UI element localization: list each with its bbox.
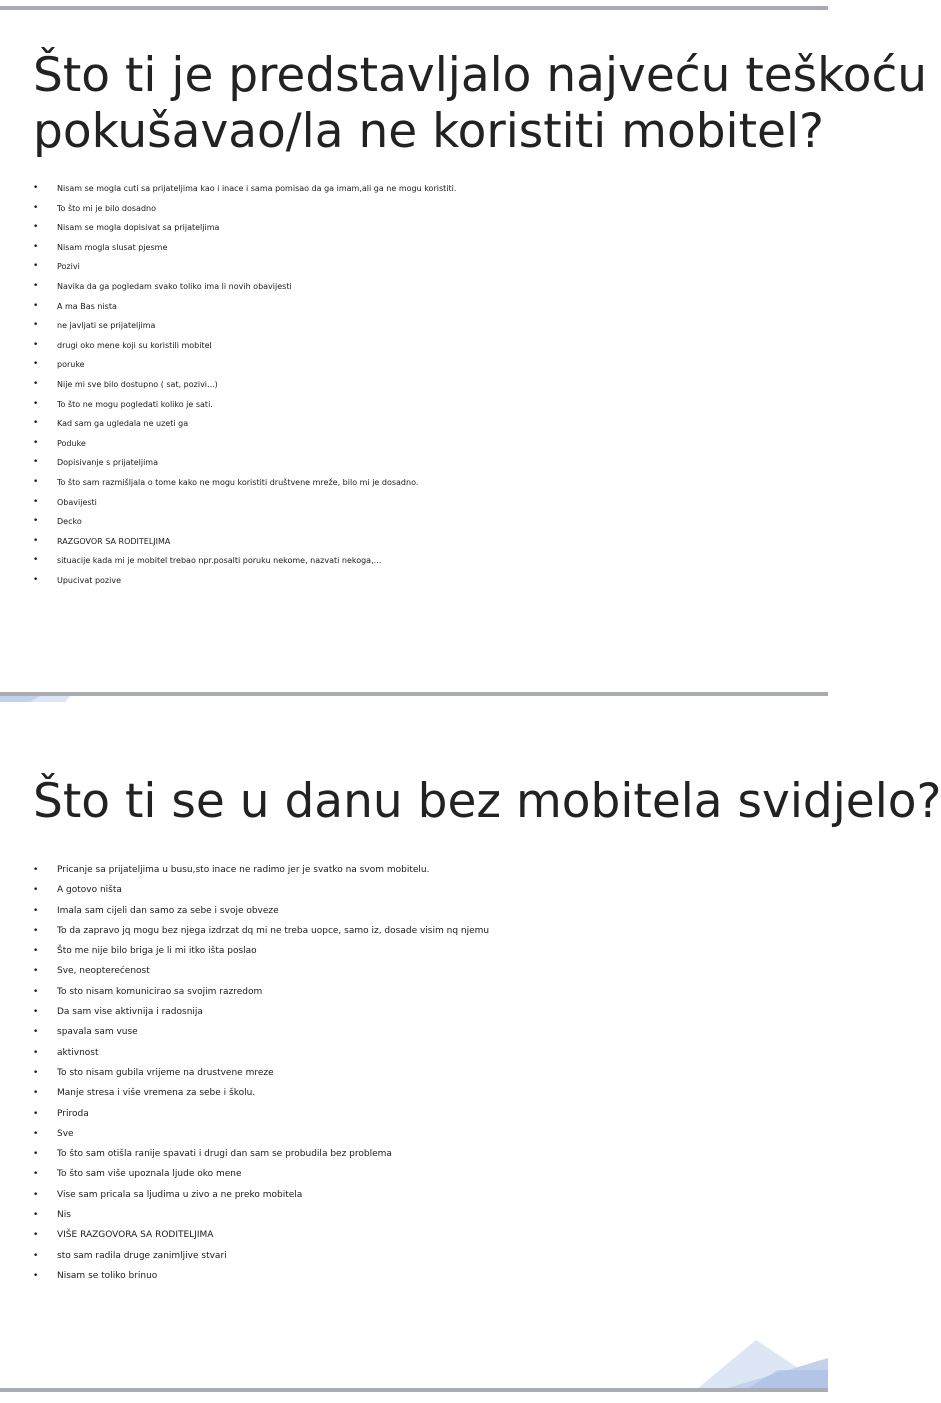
slide-1-bullet-item-text: RAZGOVOR SA RODITELJIMA — [57, 536, 171, 546]
slide-1-bullet-item-text: Dopisivanje s prijateljima — [57, 458, 158, 468]
bullet-dot-icon: • — [33, 339, 39, 350]
bottom-separator — [0, 1388, 828, 1392]
bullet-dot-icon: • — [33, 496, 39, 507]
bullet-dot-icon: • — [33, 986, 39, 997]
bullet-dot-icon: • — [33, 1270, 39, 1281]
slide-2-bullet-item — [0, 1083, 489, 1103]
slide-2-bullet-item — [0, 1124, 489, 1144]
slide-2-bullet-item-text: Manje stresa i više vremena za sebe i školu. — [57, 1088, 256, 1099]
slide-2-bullet-item-text: spavala sam vuse — [57, 1027, 138, 1038]
bullet-dot-icon: • — [33, 1230, 39, 1241]
bullet-dot-icon: • — [33, 574, 39, 585]
bullet-dot-icon: • — [33, 418, 39, 429]
slide-2-bullet-item-text: Priroda — [57, 1108, 89, 1119]
slide-2-bullet-item — [0, 941, 489, 961]
bullet-dot-icon: • — [33, 398, 39, 409]
bullet-dot-icon: • — [33, 1108, 39, 1119]
slide-1 — [0, 14, 928, 692]
slide-2-bullet-item — [0, 1225, 489, 1245]
slide-2-bullet-item-text: Sve — [57, 1128, 74, 1139]
slide-2-bullet-item-text: Pricanje sa prijateljima u busu,sto inace ne radimo jer je svatko na svom mobitelu. — [57, 865, 430, 875]
slide-1-bullet-item-text: Nisam se mogla cuti sa prijateljima kao i inace i sama pomisao da ga imam,ali ga ne mogu koristiti. — [57, 184, 457, 193]
bullet-dot-icon: • — [33, 261, 39, 272]
bullet-dot-icon: • — [33, 476, 39, 487]
bullet-dot-icon: • — [33, 905, 39, 916]
slide-1-bullet-item — [0, 199, 456, 219]
middle-separator — [0, 692, 828, 696]
slide-2-bullet-item-text: Nisam se toliko brinuo — [57, 1270, 158, 1281]
slide-1-bullet-item-text: Poduke — [57, 438, 86, 448]
slide-2-bullet-item — [0, 1144, 489, 1164]
slide-2-bullet-item — [0, 921, 489, 941]
slide-2-bullet-item — [0, 1002, 489, 1022]
slide-1-bullet-item — [0, 257, 456, 277]
slide-1-bullet-item — [0, 453, 456, 473]
bullet-dot-icon: • — [33, 885, 39, 896]
slide-2-bullet-item — [0, 1043, 489, 1063]
slide-1-bullet-item — [0, 375, 456, 395]
slide-1-bullet-item — [0, 355, 456, 375]
slide-1-bullet-item — [0, 414, 456, 434]
slide-2-bullet-item-text: To da zapravo jq mogu bez njega izdrzat dq mi ne treba uopce, samo iz, dosade visim nq njemu — [57, 925, 490, 936]
slide-1-bullet-item — [0, 179, 456, 199]
slide-2-bullet-item-text: To sto nisam komunicirao sa svojim razredom — [57, 986, 263, 997]
bullet-dot-icon: • — [33, 457, 39, 468]
bullet-dot-icon: • — [33, 280, 39, 291]
slide-2-bullet-item-text: Vise sam pricala sa ljudima u zivo a ne preko mobitela — [57, 1189, 303, 1200]
slide-1-bullet-item-text: Nije mi sve bilo dostupno ( sat, pozivi...) — [57, 379, 218, 389]
bullet-dot-icon: • — [33, 437, 39, 448]
slide-1-bullet-item-text: Kad sam ga ugledala ne uzeti ga — [57, 419, 189, 429]
slide-1-bullet-item — [0, 551, 456, 571]
bullet-dot-icon: • — [33, 966, 39, 977]
slide-1-bullet-item — [0, 316, 456, 336]
slide-1-bullet-item — [0, 395, 456, 415]
slide-2-bullet-item-text: Što me nije bilo briga je li mi itko išta poslao — [57, 946, 257, 957]
bullet-dot-icon: • — [33, 359, 39, 370]
bullet-dot-icon: • — [33, 865, 39, 875]
slide-1-title-line-2: pokušavao/la ne koristiti mobitel? — [33, 104, 824, 159]
slide-1-bullet-item-text: Decko — [57, 517, 82, 527]
slide-2-bullet-item-text: VIŠE RAZGOVORA SA RODITELJIMA — [57, 1230, 214, 1241]
slide-2-bullet-item — [0, 880, 489, 900]
slide-2-bullet-item — [0, 860, 489, 880]
bullet-dot-icon: • — [33, 1128, 39, 1139]
slide-2-bullet-item-text: To sto nisam gubila vrijeme na drustvene mreze — [57, 1067, 274, 1078]
slide-1-bullet-item — [0, 512, 456, 532]
slide-1-bullet-item-text: situacije kada mi je mobitel trebao npr.posalti poruku nekome, nazvati nekoga,... — [57, 556, 382, 566]
top-separator — [0, 6, 828, 10]
bullet-dot-icon: • — [33, 300, 39, 311]
slide-2-bullet-item — [0, 1164, 489, 1184]
slide-1-bullet-item-text: Nisam mogla slusat pjesme — [57, 242, 168, 252]
bullet-dot-icon: • — [33, 925, 39, 936]
slide-1-bullet-item-text: To što ne mogu pogledati koliko je sati. — [57, 399, 213, 409]
slide-2-bullet-item — [0, 1246, 489, 1266]
bullet-dot-icon: • — [33, 378, 39, 389]
slide-1-bullet-item — [0, 493, 456, 513]
slide-1-bullet-item-text: ne javljati se prijateljima — [57, 321, 156, 331]
bullet-dot-icon: • — [33, 241, 39, 252]
bullet-dot-icon: • — [33, 1250, 39, 1261]
slide-2-bullet-item-text: To što sam više upoznala ljude oko mene — [57, 1169, 242, 1180]
slide-2-bullet-item — [0, 1104, 489, 1124]
slide-1-bullet-item-text: Upucivat pozive — [57, 575, 121, 585]
bullet-dot-icon: • — [33, 1027, 39, 1038]
slide-2-bullet-item-text: Nis — [57, 1210, 71, 1221]
slide-1-bullet-item-text: To što sam razmišljala o tome kako ne mogu koristiti društvene mreže, bilo mi je dosadno. — [57, 477, 419, 487]
slide-2-bullet-item — [0, 1185, 489, 1205]
slide-1-bullet-item-text: Nisam se mogla dopisivat sa prijateljima — [57, 223, 220, 233]
slide-2-bullet-item-text: sto sam radila druge zanimljive stvari — [57, 1250, 227, 1261]
slide-2-bullet-item — [0, 1063, 489, 1083]
slide-2-bullet-item-text: aktivnost — [57, 1047, 99, 1058]
slide-1-bullet-item — [0, 434, 456, 454]
slide-1-bullet-item-text: Obavijesti — [57, 497, 97, 507]
slide-2-bullet-item — [0, 901, 489, 921]
slide-1-bullet-list — [0, 179, 456, 590]
slide-1-bullet-item — [0, 532, 456, 552]
bullet-dot-icon: • — [33, 202, 39, 213]
slide-2-bullet-item-text: To što sam otišla ranije spavati i drugi dan sam se probudila bez problema — [57, 1149, 392, 1160]
bullet-dot-icon: • — [33, 1210, 39, 1221]
slide-1-bullet-item — [0, 218, 456, 238]
slide-2-bullet-list — [0, 860, 489, 1286]
slide-2-title: Što ti se u danu bez mobitela svidjelo? — [33, 774, 941, 829]
bullet-dot-icon: • — [33, 516, 39, 527]
bullet-dot-icon: • — [33, 183, 39, 193]
slide-2-bullet-item — [0, 961, 489, 981]
slide-1-title-line-1: Što ti je predstavljalo najveću teškoću — [33, 48, 928, 103]
bullet-dot-icon: • — [33, 1047, 39, 1058]
bullet-dot-icon: • — [33, 320, 39, 331]
bullet-dot-icon: • — [33, 1067, 39, 1078]
bullet-dot-icon: • — [33, 1088, 39, 1099]
corner-decoration-bottom-right — [668, 1336, 828, 1388]
slide-2-bullet-item-text: A gotovo ništa — [57, 885, 122, 896]
slide-1-bullet-item-text: Navika da ga pogledam svako toliko ima li novih obavijesti — [57, 281, 292, 291]
slide-1-bullet-item — [0, 473, 456, 493]
slide-1-bullet-item-text: poruke — [57, 360, 85, 370]
slide-1-bullet-item-text: A ma Bas nista — [57, 301, 117, 311]
slide-2-bullet-item-text: Da sam vise aktivnija i radosnija — [57, 1007, 203, 1018]
slide-1-title — [33, 48, 927, 160]
bullet-dot-icon: • — [33, 535, 39, 546]
slide-1-bullet-item — [0, 336, 456, 356]
bullet-dot-icon: • — [33, 1169, 39, 1180]
bullet-dot-icon: • — [33, 222, 39, 233]
slide-2 — [0, 702, 941, 1388]
slide-2-bullet-item — [0, 1266, 489, 1286]
slide-2-bullet-item — [0, 1205, 489, 1225]
bullet-dot-icon: • — [33, 1149, 39, 1160]
slide-1-bullet-item — [0, 277, 456, 297]
bullet-dot-icon: • — [33, 555, 39, 566]
slide-1-bullet-item — [0, 297, 456, 317]
bullet-dot-icon: • — [33, 946, 39, 957]
slide-2-bullet-item — [0, 1022, 489, 1042]
slide-2-bullet-item — [0, 982, 489, 1002]
slide-1-bullet-item — [0, 571, 456, 591]
bullet-dot-icon: • — [33, 1189, 39, 1200]
bullet-dot-icon: • — [33, 1007, 39, 1018]
slide-1-bullet-item — [0, 238, 456, 258]
slide-1-bullet-item-text: Pozivi — [57, 262, 80, 272]
slide-1-bullet-item-text: drugi oko mene koji su koristili mobitel — [57, 340, 212, 350]
slide-2-bullet-item-text: Imala sam cijeli dan samo za sebe i svoje obveze — [57, 905, 279, 916]
slide-1-bullet-item-text: To što mi je bilo dosadno — [57, 203, 156, 213]
slide-2-bullet-item-text: Sve, neopterećenost — [57, 966, 150, 977]
